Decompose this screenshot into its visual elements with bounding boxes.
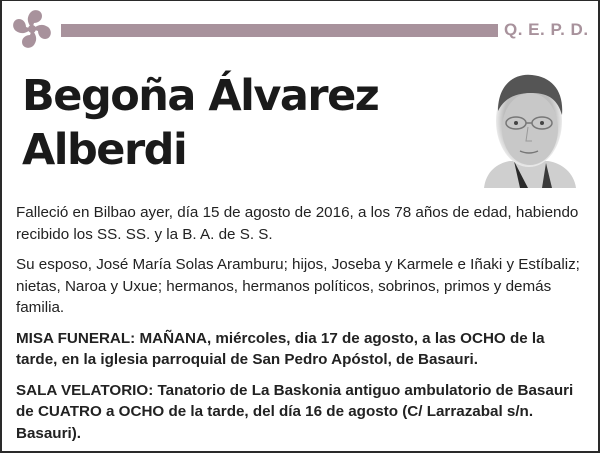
death-announcement: Falleció en Bilbao ayer, día 15 de agosto de 2016, a los 78 años de edad, habiendo recibido los SS. SS. y la B. A. de S. S. bbox=[16, 204, 579, 243]
wake-room-info: SALA VELATORIO: Tanatorio de La Baskonia antiguo ambulatorio de Basauri de CUATRO a OCHO de la tarde, del día 16 de agosto (C/ Larrazabal s/n. Basauri). bbox=[16, 381, 574, 442]
lauburu-icon bbox=[8, 5, 56, 53]
portrait-photo bbox=[476, 63, 582, 188]
name-line-2: Alberdi bbox=[22, 125, 187, 175]
deceased-name bbox=[22, 69, 462, 177]
name-line-1: Begoña Álvarez bbox=[22, 71, 379, 121]
notice-body bbox=[16, 202, 584, 453]
funeral-mass-info: MISA FUNERAL: MAÑANA, miércoles, dia 17 de agosto, a las OCHO de la tarde, en la iglesia parroquial de San Pedro Apóstol, de Basauri. bbox=[16, 329, 545, 368]
family-list: Su esposo, José María Solas Aramburu; hijos, Joseba y Karmele e Iñaki y Estíbaliz; nietas, Naroa y Uxue; hermanos, hermanos políticos, sobrinos, primos y demás familia. bbox=[16, 256, 580, 316]
qepd-label: Q. E. P. D. bbox=[504, 20, 589, 39]
header-rule bbox=[61, 24, 498, 37]
